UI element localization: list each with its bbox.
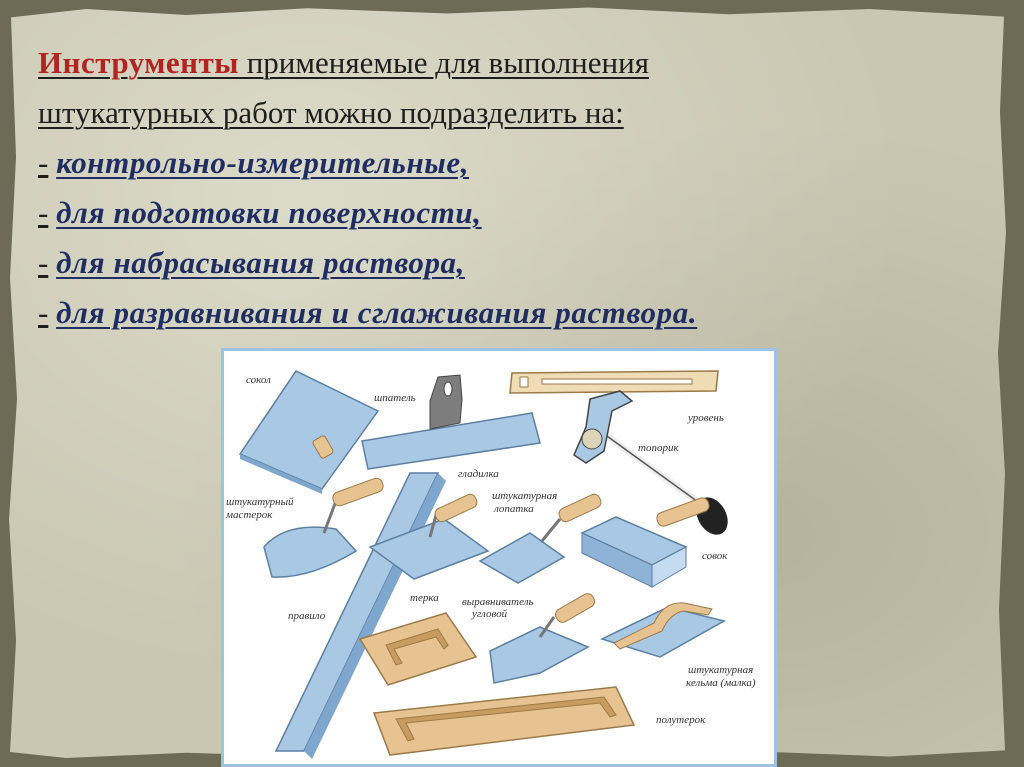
label-kelma-2: кельма (малка): [686, 677, 756, 689]
label-toporik: топорик: [638, 442, 679, 454]
label-shpatel: шпатель: [374, 392, 416, 404]
intro-line-2: штукатурных работ можно подразделить на:: [38, 95, 624, 130]
bullet-text: контрольно-измерительные,: [56, 145, 470, 180]
label-kelma-1: штукатурная: [688, 664, 754, 676]
tools-illustration: [221, 348, 777, 767]
kelma-tool: [602, 603, 724, 657]
label-poluterok: полутерок: [656, 714, 706, 726]
bullet-dash: -: [38, 295, 49, 330]
title-word: Инструменты: [38, 45, 239, 80]
label-masterok-2: мастерок: [226, 509, 273, 521]
bullet-dash: -: [38, 145, 49, 180]
label-pravilo: правило: [288, 610, 326, 622]
label-masterok-1: штукатурный: [226, 496, 294, 508]
label-sovok: совок: [702, 550, 728, 562]
bullet-item: [38, 288, 938, 338]
bullet-item: [38, 138, 938, 188]
bullet-dash: -: [38, 195, 49, 230]
bullet-text: для набрасывания раствора,: [56, 245, 466, 280]
bullet-text: для подготовки поверхности,: [56, 195, 482, 230]
sovok-tool: [582, 496, 711, 587]
sokol-tool: [240, 371, 378, 494]
bullet-item: [38, 188, 938, 238]
bullet-text: для разравнивания и сглаживания раствора.: [56, 295, 698, 330]
bullet-item: [38, 238, 938, 288]
label-lopatka-2: лопатка: [494, 503, 534, 515]
uroven-tool: [510, 371, 718, 393]
terka-tool: [360, 613, 476, 685]
label-uroven: уровень: [688, 412, 724, 424]
label-terka: терка: [410, 592, 439, 604]
slide-text: [38, 38, 938, 338]
bullet-dash: -: [38, 245, 49, 280]
label-lopatka-1: штукатурная: [492, 490, 558, 502]
label-gladilka: гладилка: [458, 468, 499, 480]
label-vyravnivatel-1: выравниватель: [462, 596, 534, 608]
intro-text-1: применяемые для выполнения: [238, 45, 649, 80]
label-sokol: сокол: [246, 374, 271, 386]
intro-line-1: [38, 38, 938, 88]
label-vyravnivatel-2: угловой: [472, 608, 508, 620]
poluterok-tool: [374, 687, 634, 755]
tools-drawing: [224, 351, 774, 764]
